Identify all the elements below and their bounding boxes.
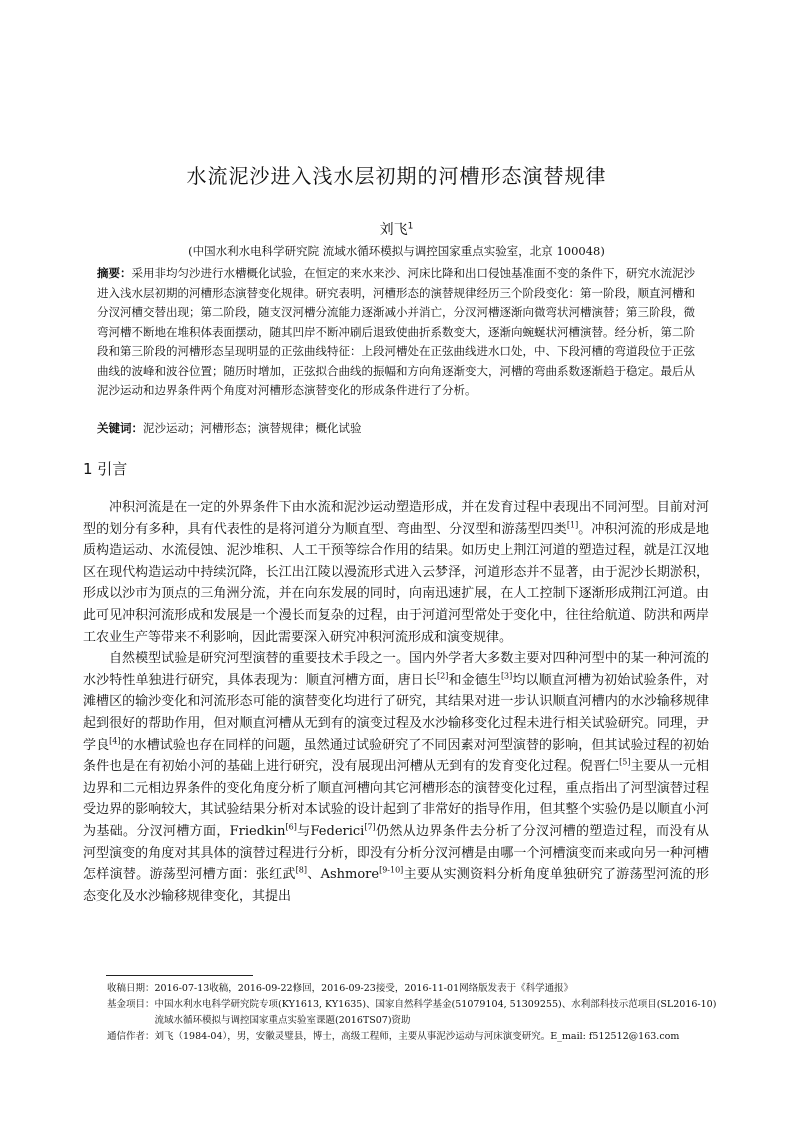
citation: [4] <box>109 736 121 746</box>
footnote-funding <box>107 997 717 1029</box>
text-run: 仍然从边界条件去分析了分汊河槽的塑造过程，而没有从河型演变的角度对其具体的演替过程进行分析，即没有分析分汊河槽是由哪一个河槽演变而来或向另一种河槽怎样演替。游荡型河槽方面：张红武 <box>83 823 709 883</box>
footnote-corresponding-author <box>107 1029 717 1045</box>
paragraph <box>83 497 709 648</box>
footnote-value: 刘飞（1984-04），男，安徽灵璧县，博士，高级工程师，主要从事泥沙运动与河床演变研究。E_mail: f512512@163.com <box>154 1031 680 1042</box>
footnote-divider <box>106 975 253 976</box>
citation: [2] <box>437 671 449 681</box>
author-line <box>0 219 793 239</box>
section-heading: 1 引言 <box>83 460 128 478</box>
abstract-label: 摘要： <box>97 266 132 280</box>
citation: [8] <box>295 865 307 875</box>
paragraph <box>83 648 709 907</box>
text-run: 。冲积河流的形成是地质构造运动、水流侵蚀、泥沙堆积、人工干预等综合作用的结果。如历史上荆江河道的塑造过程，就是江汉地区在现代构造运动中持续沉降，长江出江陵以漫流形式进入云梦泽，河道形态并不显著，由于泥沙长期淤积，形成以沙市为顶点的三角洲分流，并在向东发展的同时，向南迅速扩展，在人工控制下逐渐形成荆江河道。由此可见冲积河流形成和发展是一个漫长而复杂的过程，由于河道河型常处于变化中，往往给航道、防洪和两岸工农业生产等带来不利影响，因此需要深入研究冲积河流形成和演变规律。 <box>83 521 709 645</box>
affiliation: (中国水利水电科学研究院 流域水循环模拟与调控国家重点实验室，北京 100048) <box>188 244 605 258</box>
footnote-key: 基金项目： <box>107 999 155 1010</box>
citation: [7] <box>364 822 376 832</box>
footnotes <box>107 981 717 1045</box>
keywords <box>97 420 697 436</box>
citation: [5] <box>619 757 631 767</box>
abstract-text: 采用非均匀沙进行水槽概化试验，在恒定的来水来沙、河床比降和出口侵蚀基准面不变的条件下，研究水流泥沙进入浅水层初期的河槽形态演替变化规律。研究表明，河槽形态的演替规律经历三个阶段变化：第一阶段，顺直河槽和分汊河槽交替出现；第二阶段，随支汊河槽分流能力逐渐减小并消亡，分汊河槽逐渐向微弯状河槽演替；第三阶段，微弯河槽不断地在堆积体表面摆动，随其凹岸不断冲刷后退致使曲折系数变大，逐渐向蜿蜒状河槽演替。经分析，第二阶段和第三阶段的河槽形态呈现明显的正弦曲线特征：上段河槽处在正弦曲线进水口处，中、下段河槽的弯道段位于正弦曲线的波峰和波谷位置；随历时增加，正弦拟合曲线的振幅和方向角逐渐变大，河槽的弯曲系数逐渐趋于稳定。最后从泥沙运动和边界条件两个角度对河槽形态演替变化的形成条件进行了分析。 <box>97 266 695 397</box>
text-run: 冲积河流是在一定的外界条件下由水流和泥沙运动塑造形成，并在发育过程中表现出不同河型。目前对河型的划分有多种，具有代表性的是将河道分为顺直型、弯曲型、分汊型和游荡型四类 <box>83 500 709 537</box>
abstract <box>97 264 697 401</box>
citation: [3] <box>500 671 513 681</box>
keywords-label: 关键词： <box>97 421 143 435</box>
citation: [1] <box>566 520 579 530</box>
footnote-received <box>107 981 717 997</box>
citation: [9-10] <box>379 865 404 875</box>
author-name: 刘飞 <box>379 222 408 238</box>
text-run: 的水槽试验也存在同样的问题，虽然通过试验研究了不同因素对河型演替的影响，但其试验过程的初始条件也是在有初始小河的基础上进行研究，没有展现出河槽从无到有的发育变化过程。倪晋仁 <box>83 737 709 775</box>
body-text <box>83 497 709 907</box>
author-affiliation-mark: 1 <box>407 221 414 232</box>
text-run: 和金德生 <box>448 672 501 688</box>
footnote-value: 中国水利水电科学研究院专项(KY1613, KY1635)、国家自然科学基金(51079104, 51309255)、水利部科技示范项目(SL2016-10)流域水循环模拟与调控国家重点实验室课题(2016TS07)资助 <box>154 999 717 1026</box>
text-run: 主要从实测资料分析角度单独研究了游荡型河流的形态变化及水沙输移规律变化，其提出 <box>83 867 709 904</box>
citation: [6] <box>285 822 297 832</box>
text-run: 均以顺直河槽为初始试验条件，对滩槽区的输沙变化和河流形态可能的演替变化均进行了研究，其结果对进一步认识顺直河槽内的水沙输移规律起到很好的帮助作用，但对顺直河槽从无到有的演变过程及水沙输移变化过程未进行相关试验研究。同理，尹学良 <box>83 672 709 753</box>
footnote-value: 2016-07-13收稿，2016-09-22修回，2016-09-23接受，2016-11-01网络版发表于《科学通报》 <box>154 983 574 994</box>
footnote-key: 通信作者： <box>107 1031 155 1042</box>
text-run: 、Ashmore <box>307 867 380 883</box>
text-run: 主要从一元相边界和二元相边界条件的变化角度分析了顺直河槽向其它河槽形态的演替变化过程，重点指出了河型演替过程受边界的影响较大，其试验结果分析对本试验的设计起到了非常好的指导作用，但其整个实验仍是以顺直小河为基础。分汊河槽方面，Friedkin <box>83 759 709 839</box>
keywords-text: 泥沙运动；河槽形态；演替规律；概化试验 <box>143 421 362 435</box>
footnote-key: 收稿日期： <box>107 983 155 994</box>
paper-title: 水流泥沙进入浅水层初期的河槽形态演替规律 <box>186 164 607 188</box>
text-run: 自然模型试验是研究河型演替的重要技术手段之一。国内外学者大多数主要对四种河型中的某一种河流的水沙特性单独进行研究，具体表现为：顺直河槽方面，唐日长 <box>83 651 709 688</box>
text-run: 与Federici <box>296 823 365 839</box>
